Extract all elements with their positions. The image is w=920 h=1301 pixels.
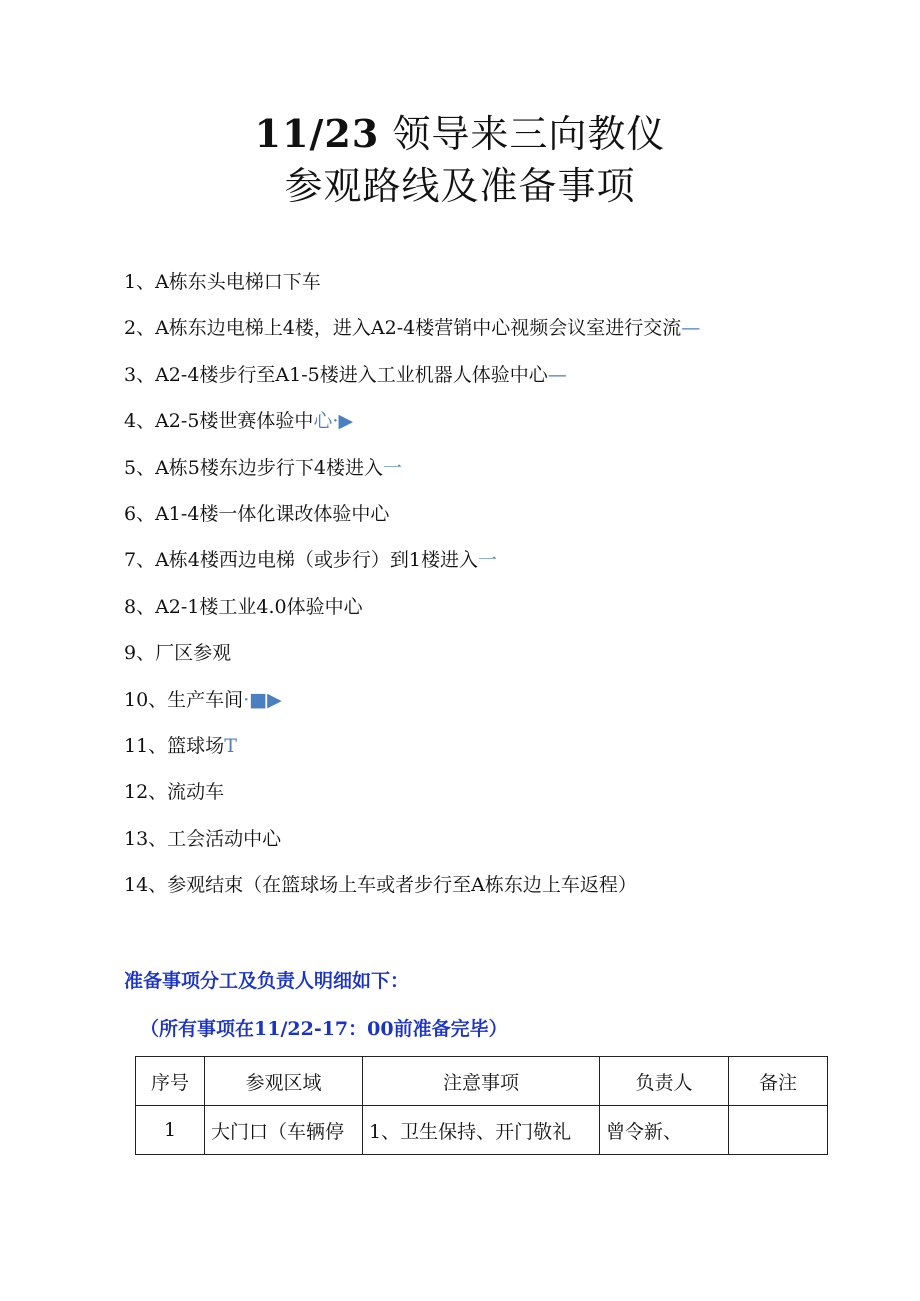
route-item-text: 11、篮球场 — [124, 734, 225, 757]
duty-table — [135, 1056, 828, 1155]
route-item — [124, 591, 884, 637]
route-item-text: 5、A栋5楼东边步行下4楼进入 — [124, 456, 383, 479]
route-item — [124, 312, 884, 358]
route-item-mark: ·■▶ — [243, 688, 282, 711]
route-item-mark: — — [547, 363, 567, 386]
route-item-text: 9、厂区参观 — [124, 642, 232, 665]
table-row — [136, 1106, 828, 1155]
route-item-text: 7、A栋4楼西边电梯（或步行）到1楼进入 — [124, 549, 478, 572]
document-title — [0, 108, 920, 212]
route-item-text: 6、A1-4楼一体化课改体验中心 — [124, 502, 390, 525]
title-line-1-text: 领导来三向教仪 — [392, 112, 666, 156]
prep-deadline: （所有事项在11/22-17：00前准备完毕） — [140, 1018, 508, 1040]
route-item — [124, 266, 884, 312]
route-item — [124, 869, 884, 915]
title-date: 11/23 — [254, 111, 380, 156]
route-item-text: 13、工会活动中心 — [124, 827, 282, 850]
route-item — [124, 823, 884, 869]
header-no: 序号 — [136, 1057, 205, 1106]
route-item-text: 1、A栋东头电梯口下车 — [124, 271, 321, 293]
route-item — [124, 498, 884, 544]
route-item — [124, 776, 884, 822]
route-item-mark: — — [681, 317, 701, 340]
route-item — [124, 544, 884, 590]
header-notes: 注意事项 — [363, 1057, 600, 1106]
header-remark: 备注 — [729, 1057, 828, 1106]
route-list — [124, 266, 884, 915]
prep-heading: 准备事项分工及负责人明细如下： — [124, 970, 410, 992]
route-item-mark: T — [224, 734, 237, 757]
route-item-text: 12、流动车 — [124, 781, 225, 804]
route-item-text: 2、A栋东边电梯上4楼，进入A2-4楼营销中心视频会议室进行交流 — [124, 317, 682, 340]
cell-area: 大门口（车辆停 — [205, 1106, 363, 1155]
route-item-text: 3、A2-4楼步行至A1-5楼进入工业机器人体验中心 — [124, 363, 548, 386]
route-item — [124, 637, 884, 683]
route-item-mark: 一 — [478, 549, 498, 572]
header-area: 参观区域 — [205, 1057, 363, 1106]
route-item — [124, 684, 884, 730]
header-owner: 负责人 — [600, 1057, 729, 1106]
route-item — [124, 452, 884, 498]
route-item-text: 4、A2-5楼世赛体验中 — [124, 410, 314, 433]
title-line-1 — [0, 108, 920, 160]
cell-remark — [729, 1106, 828, 1155]
route-item-mark: 一 — [383, 456, 403, 479]
table-header-row — [136, 1057, 828, 1106]
route-item-text: 10、生产车间 — [124, 688, 244, 711]
cell-owner: 曾令新、 — [600, 1106, 729, 1155]
route-item-text: 14、参观结束（在篮球场上车或者步行至A栋东边上车返程） — [124, 874, 637, 897]
route-item — [124, 405, 884, 451]
cell-notes: 1、卫生保持、开门敬礼 — [363, 1106, 600, 1155]
route-item-text: 8、A2-1楼工业4.0体验中心 — [124, 595, 363, 618]
title-line-2: 参观路线及准备事项 — [284, 164, 636, 208]
route-item — [124, 359, 884, 405]
route-item — [124, 730, 884, 776]
cell-no: 1 — [136, 1106, 205, 1155]
route-item-mark: 心·▶ — [313, 410, 354, 433]
